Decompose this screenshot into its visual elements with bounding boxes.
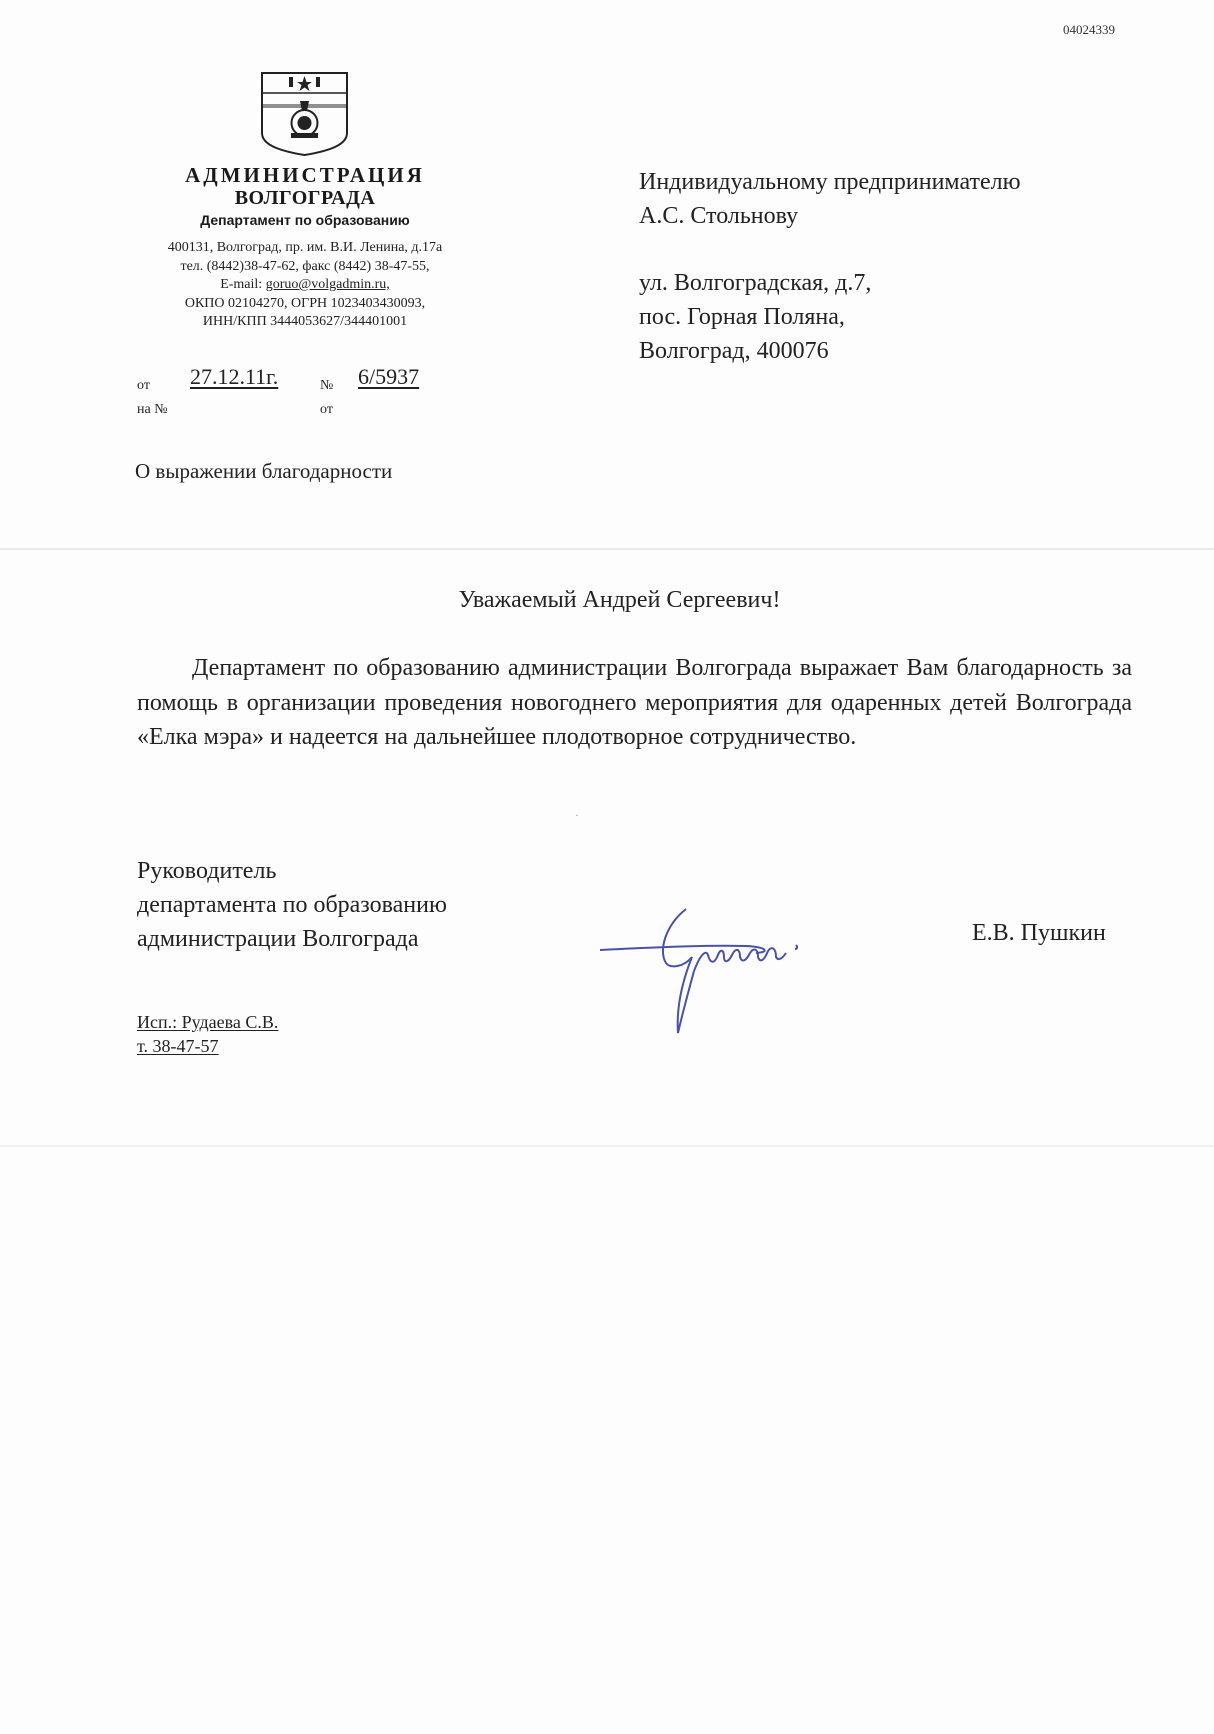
letter-body bbox=[137, 651, 1132, 755]
scan-artifact-line bbox=[0, 1145, 1214, 1147]
date-label: от bbox=[137, 378, 150, 393]
letter-subject: О выражении благодарности bbox=[135, 459, 393, 483]
admin-city: ВОЛГОГРАДА bbox=[234, 187, 376, 209]
letter-date: 27.12.11г. bbox=[190, 364, 279, 389]
okpo-line: ОКПО 02104270, ОГРН 1023403430093, bbox=[184, 295, 426, 311]
signer-name: Е.В. Пушкин bbox=[972, 920, 1106, 946]
address-line: 400131, Волгоград, пр. им. В.И. Ленина, д.17а bbox=[167, 240, 443, 255]
sender-letterhead bbox=[135, 164, 475, 332]
executor-block bbox=[137, 1010, 278, 1058]
handwritten-signature bbox=[596, 905, 871, 1040]
executor-name: Исп.: Рудаева С.В. bbox=[137, 1012, 279, 1032]
recipient-block bbox=[639, 165, 1021, 368]
scan-artifact-line bbox=[0, 548, 1214, 550]
ink-speck: · bbox=[575, 808, 579, 822]
recipient-settlement: пос. Горная Поляна, bbox=[639, 304, 845, 330]
signer-position bbox=[137, 854, 447, 956]
signer-position-line: Руководитель bbox=[137, 858, 277, 884]
coat-of-arms-emblem bbox=[259, 71, 350, 157]
reference-number-label: на № bbox=[137, 402, 168, 417]
admin-title: АДМИНИСТРАЦИЯ bbox=[185, 163, 425, 187]
signer-position-line: департамента по образованию bbox=[137, 892, 447, 918]
department-name: Департамент по образованию bbox=[200, 212, 410, 228]
body-paragraph: Департамент по образованию администрации Волгограда выражает Вам благодарность за помощь в организации проведения новогоднего мероприятия для одаренных детей Волгограда «Елка мэра» и надеется на дальнейшее плодотворное сотрудничество. bbox=[137, 655, 1132, 750]
salutation: Уважаемый Андрей Сергеевич! bbox=[458, 587, 781, 613]
recipient-title: Индивидуальному предпринимателю bbox=[639, 169, 1021, 195]
recipient-city: Волгоград, 400076 bbox=[639, 338, 829, 364]
number-label: № bbox=[320, 378, 334, 393]
email-line bbox=[135, 276, 475, 295]
inn-line: ИНН/КПП 3444053627/344401001 bbox=[202, 314, 408, 329]
letter-number: 6/5937 bbox=[358, 364, 420, 389]
sender-address bbox=[135, 239, 475, 332]
recipient-street: ул. Волгоградская, д.7, bbox=[639, 270, 872, 296]
recipient-name: А.С. Стольнову bbox=[639, 203, 799, 229]
reference-date-label: от bbox=[320, 402, 333, 417]
executor-phone: т. 38-47-57 bbox=[137, 1036, 219, 1056]
phone-line: тел. (8442)38-47-62, факс (8442) 38-47-55, bbox=[180, 258, 430, 274]
document-number: 04024339 bbox=[1063, 22, 1115, 37]
email-link[interactable]: goruo@volgadmin.ru, bbox=[265, 277, 390, 292]
signer-position-line: администрации Волгограда bbox=[137, 926, 419, 952]
email-label: E-mail: bbox=[220, 277, 263, 292]
